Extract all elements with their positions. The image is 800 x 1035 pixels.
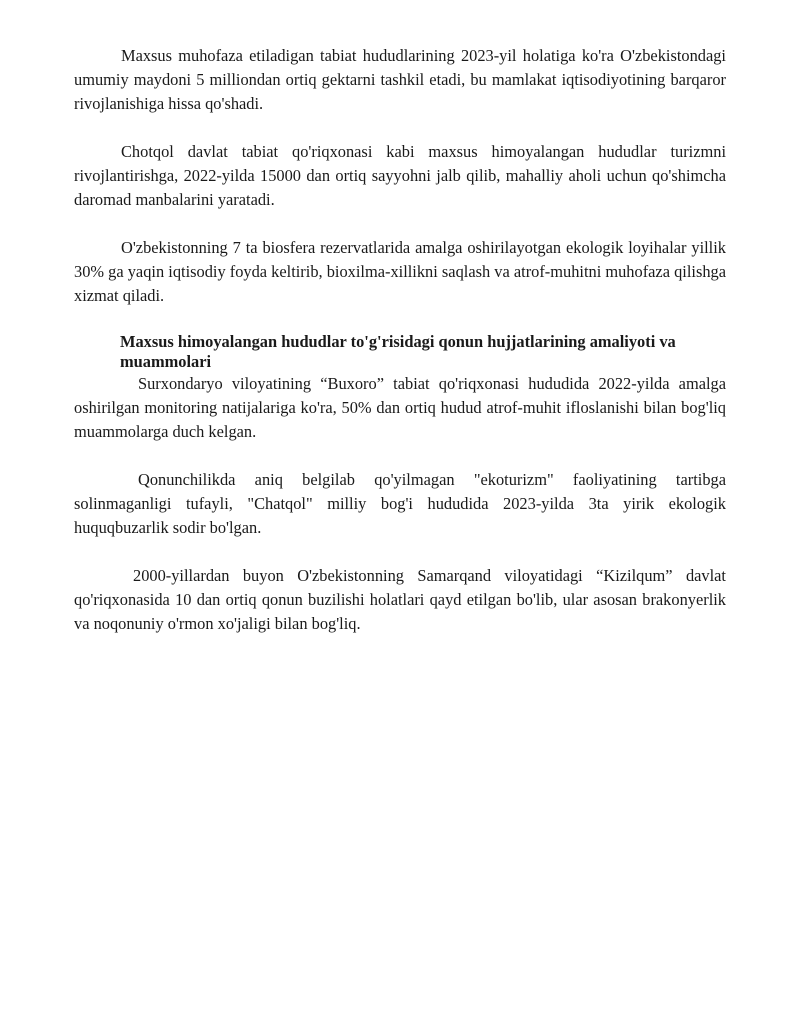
paragraph-protected-areas-size: Maxsus muhofaza etiladigan tabiat hududlarining 2023-yil holatiga ko'ra O'zbekistondagi umumiy maydoni 5 milliondan ortiq gektarni tashkil etadi, bu mamlakat iqtisodiyotining barqaror rivojlanishiga hissa qo'shadi. bbox=[74, 46, 726, 113]
paragraph-biosphere-reserves: O'zbekistonning 7 ta biosfera rezervatlarida amalga oshirilayotgan ekologik loyihalar yillik 30% ga yaqin iqtisodiy foyda keltirib, bioxilma-xillikni saqlash va atrof-muhitni muhofaza qilishga xizmat qiladi. bbox=[74, 238, 726, 305]
paragraph-kizilqum-violations: 2000-yillardan buyon O'zbekistonning Samarqand viloyatidagi “Kizilqum” davlat qo'riqxonasida 10 dan ortiq qonun buzilishi holatlari qayd etilgan bo'lib, ular asosan brakonyerlik va noqonuniy o'rmon xo'jaligi bilan bog'liq. bbox=[74, 566, 726, 633]
document-page bbox=[74, 44, 726, 660]
paragraph-surxondaryo-monitoring: Surxondaryo viloyatining “Buxoro” tabiat qo'riqxonasi hududida 2022-yilda amalga oshirilgan monitoring natijalariga ko'ra, 50% dan ortiq hudud atrof-muhit ifloslanishi bilan bog'liq muammolarga duch kelgan. bbox=[74, 374, 726, 441]
paragraph-ecotourism-violations: Qonunchilikda aniq belgilab qo'yilmagan "ekoturizm" faoliyatining tartibga solinmaganligi tufayli, "Chatqol" milliy bog'i hududida 2023-yilda 3ta yirik ekologik huquqbuzarlik sodir bo'lgan. bbox=[74, 470, 726, 537]
section-heading: Maxsus himoyalangan hududlar to'g'risidagi qonun hujjatlarining amaliyoti va muammolari bbox=[120, 332, 676, 371]
paragraph-chotqol-tourism: Chotqol davlat tabiat qo'riqxonasi kabi maxsus himoyalangan hududlar turizmni rivojlantirishga, 2022-yilda 15000 dan ortiq sayyohni jalb qilib, mahalliy aholi uchun qo'shimcha daromad manbalarini yaratadi. bbox=[74, 142, 726, 209]
